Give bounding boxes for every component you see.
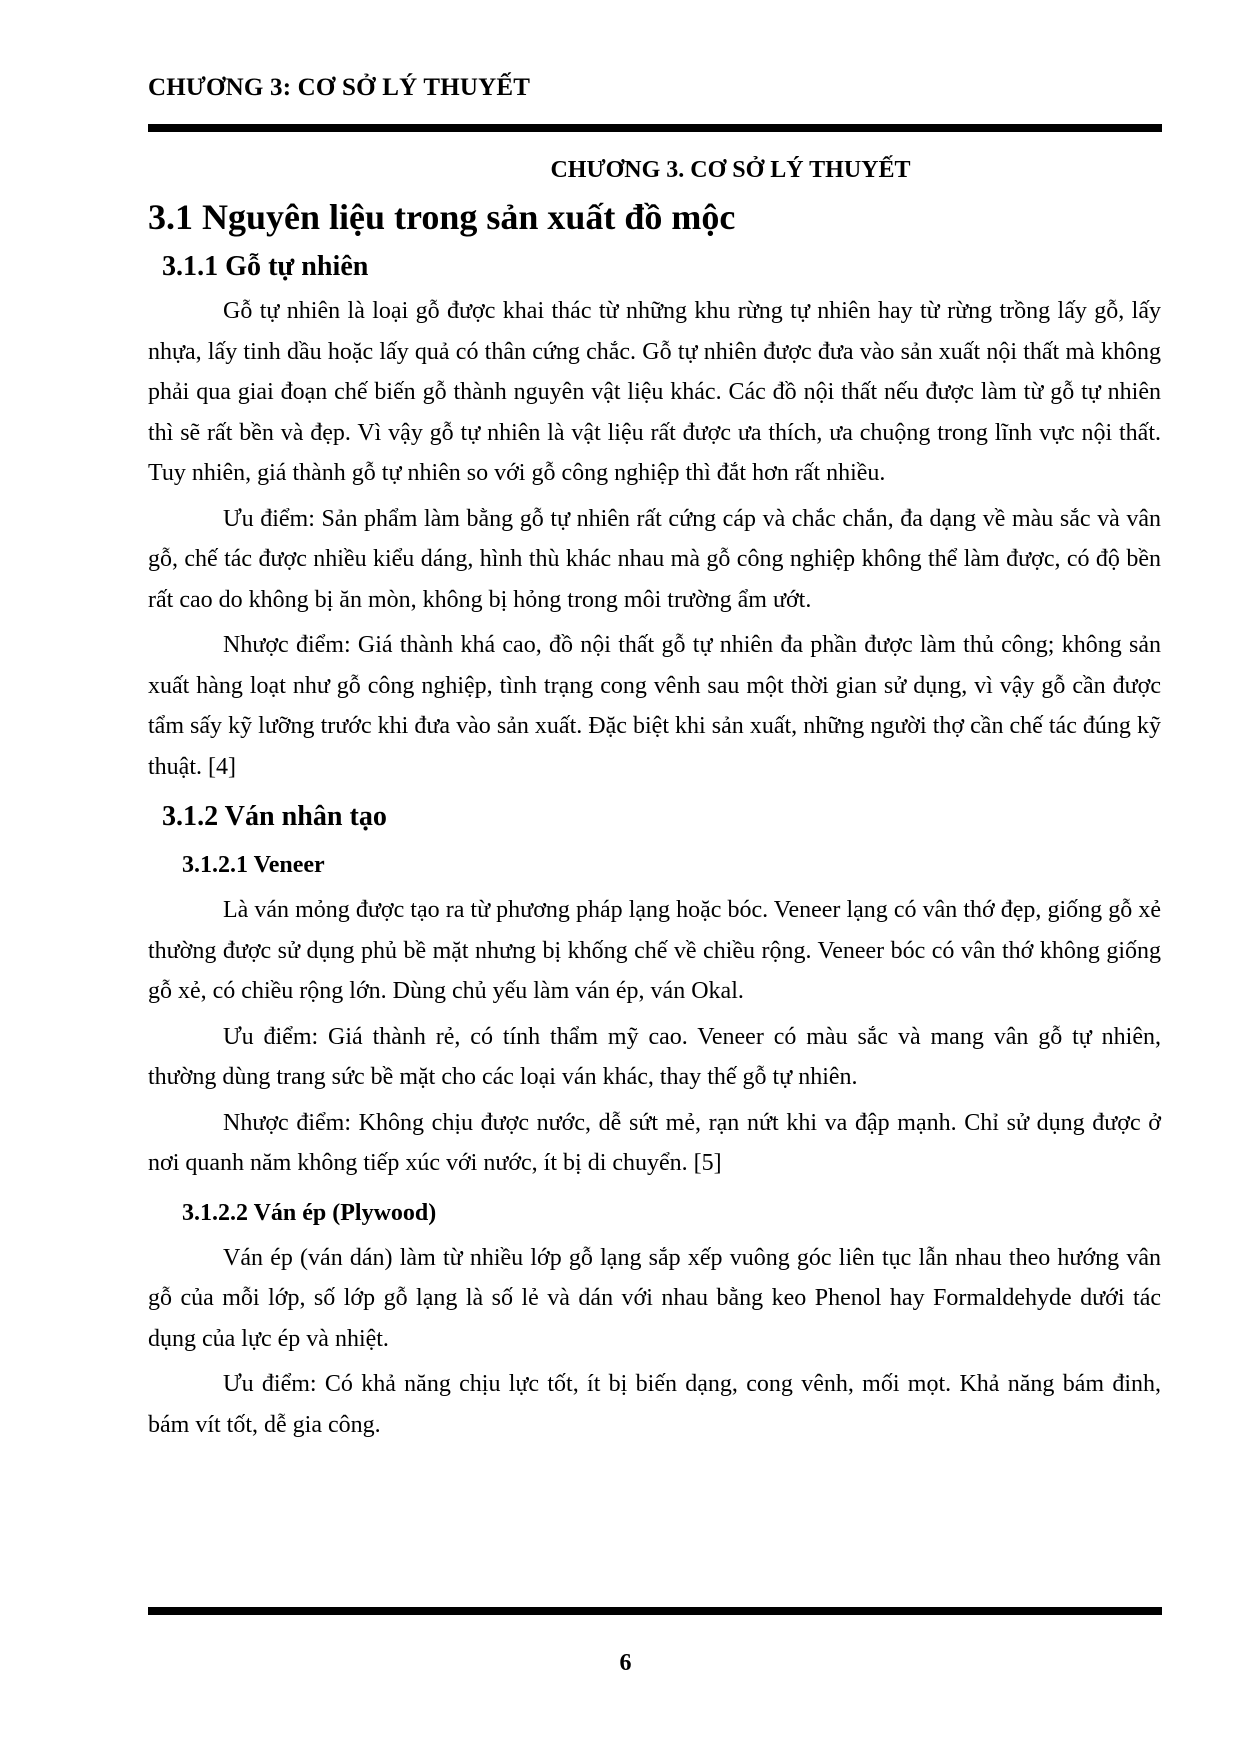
section-heading-3-1-2-1: 3.1.2.1 Veneer <box>182 852 325 878</box>
paragraph-natural-wood-advantages: Ưu điểm: Sản phẩm làm bằng gỗ tự nhiên rất cứng cáp và chắc chắn, đa dạng về màu sắc và vân gỗ, chế tác được nhiều kiểu dáng, hình thù khác nhau mà gỗ công nghiệp không thể làm được, có độ bền rất cao do không bị ăn mòn, không bị hỏng trong môi trường ẩm ướt. <box>148 505 1161 613</box>
running-header-title: CHƯƠNG 3: CƠ SỞ LÝ THUYẾT <box>148 74 531 101</box>
section-heading-3-1-1: 3.1.1 Gỗ tự nhiên <box>162 251 369 282</box>
page-content <box>148 148 1161 1450</box>
paragraph-plywood-advantages: Ưu điểm: Có khả năng chịu lực tốt, ít bị biến dạng, cong vênh, mối mọt. Khả năng bám đinh, bám vít tốt, dễ gia công. <box>148 1371 1161 1438</box>
paragraph-natural-wood-disadvantages: Nhược điểm: Giá thành khá cao, đồ nội thất gỗ tự nhiên đa phần được làm thủ công; không sản xuất hàng loạt như gỗ công nghiệp, tình trạng cong vênh sau một thời gian sử dụng, vì vậy gỗ cần được tẩm sấy kỹ lưỡng trước khi đưa vào sản xuất. Đặc biệt khi sản xuất, những người thợ cần chế tác đúng kỹ thuật. [4] <box>148 632 1161 780</box>
section-heading-3-1-2-2: 3.1.2.2 Ván ép (Plywood) <box>182 1199 437 1226</box>
paragraph-plywood-intro: Ván ép (ván dán) làm từ nhiều lớp gỗ lạng sắp xếp vuông góc liên tục lẫn nhau theo hướng vân gỗ của mỗi lớp, số lớp gỗ lạng là số lẻ và dán với nhau bằng keo Phenol hay Formaldehyde dưới tác dụng của lực ép và nhiệt. <box>148 1244 1161 1352</box>
section-heading-3-1-2: 3.1.2 Ván nhân tạo <box>162 801 387 832</box>
section-heading-3-1: 3.1 Nguyên liệu trong sản xuất đồ mộc <box>148 197 736 237</box>
paragraph-veneer-intro: Là ván mỏng được tạo ra từ phương pháp lạng hoặc bóc. Veneer lạng có vân thớ đẹp, giống gỗ xẻ thường được sử dụng phủ bề mặt nhưng bị khống chế về chiều rộng. Veneer bóc có vân thớ không giống gỗ xẻ, có chiều rộng lớn. Dùng chủ yếu làm ván ép, ván Okal. <box>148 897 1161 1004</box>
page-number: 6 <box>619 1650 632 1676</box>
footer-rule <box>148 1607 1162 1615</box>
chapter-title: CHƯƠNG 3. CƠ SỞ LÝ THUYẾT <box>550 157 911 183</box>
paragraph-natural-wood-intro: Gỗ tự nhiên là loại gỗ được khai thác từ những khu rừng tự nhiên hay từ rừng trồng lấy gỗ, lấy nhựa, lấy tinh dầu hoặc lấy quả có thân cứng chắc. Gỗ tự nhiên được đưa vào sản xuất nội thất mà không phải qua giai đoạn chế biến gỗ thành nguyên vật liệu khác. Các đồ nội thất nếu được làm từ gỗ tự nhiên thì sẽ rất bền và đẹp. Vì vậy gỗ tự nhiên là vật liệu rất được ưa thích, ưa chuộng trong lĩnh vực nội thất. Tuy nhiên, giá thành gỗ tự nhiên so với gỗ công nghiệp thì đắt hơn rất nhiều. <box>148 298 1161 486</box>
paragraph-veneer-disadvantages: Nhược điểm: Không chịu được nước, dễ sứt mẻ, rạn nứt khi va đập mạnh. Chỉ sử dụng được ở nơi quanh năm không tiếp xúc với nước, ít bị di chuyển. [5] <box>148 1109 1161 1176</box>
paragraph-veneer-advantages: Ưu điểm: Giá thành rẻ, có tính thẩm mỹ cao. Veneer có màu sắc và mang vân gỗ tự nhiên, thường dùng trang sức bề mặt cho các loại ván khác, thay thế gỗ tự nhiên. <box>148 1023 1161 1090</box>
header-rule <box>148 124 1162 132</box>
